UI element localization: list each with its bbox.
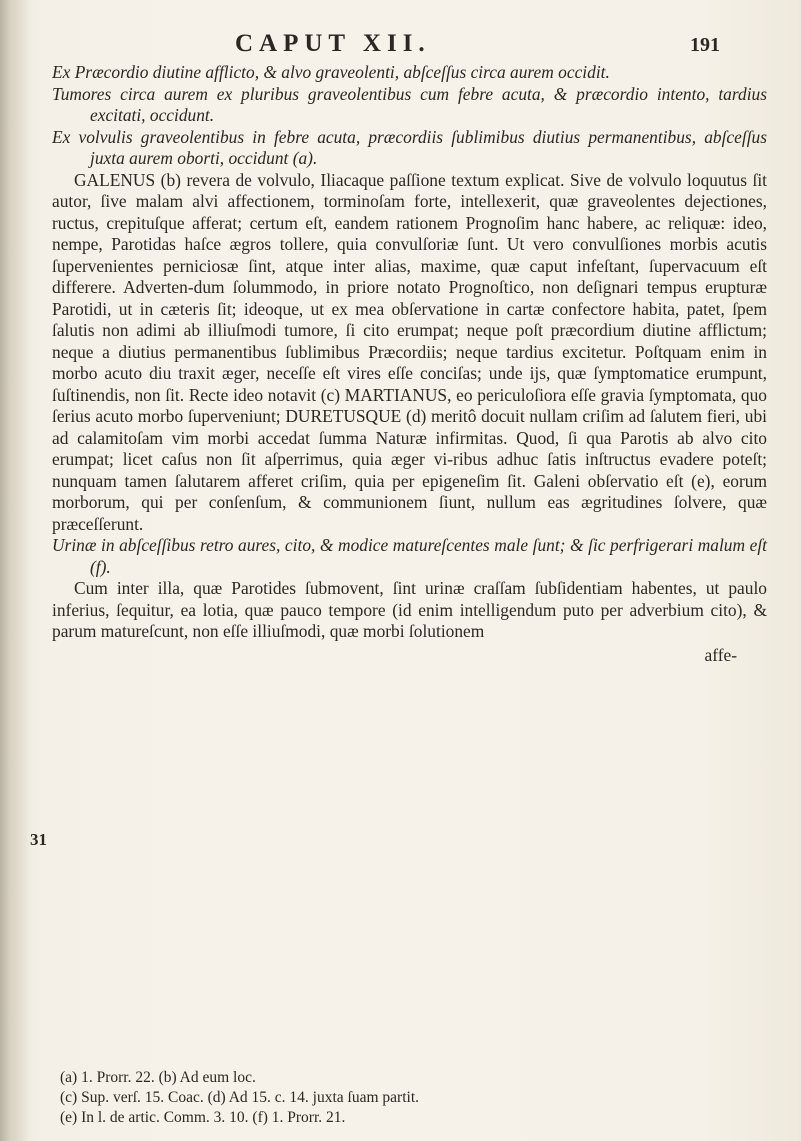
footnote-line: (a) 1. Prorr. 22. (b) Ad eum loc. <box>60 1069 256 1086</box>
page-gutter-shadow <box>0 0 30 1141</box>
footnote-line: (c) Sup. verſ. 15. Coac. (d) Ad 15. c. 14. juxta ſuam partit. <box>60 1089 420 1106</box>
commentary-galenus: GALENUS (b) revera de volvulo, Iliacaque paſſione textum explicat. Sive de volvulo loquutus ſit autor, ſive malam alvi affectionem, torminoſam forte, intellexerit, quæ graveolentes dejectiones, ructus, crepituſque afferat; certum eſt, eandem rationem Prognoſim hanc habere, ac reliquæ: ideo, nempe, Parotidas haſce ægros tollere, quia convulſoriæ ſunt. Ut vero convulſiones morbis acutis ſupervenientes perniciosæ ſint, atque inter alias, maxime, quæ caput infeſtant, ſupervacuum eſt differere. Adverten-dum ſolummodo, in priore notato Prognoſtico, non deſignari tempus erupturæ Parotidi, ut in cæteris ſit; ideoque, ut ex mea obſervatione in cartæ confectore habita, patet, ſpem ſalutis non adimi ab illiuſmodi tumore, ſi cito erumpat; neque poſt præcordium diutine afflictum; neque a diutius permanentibus ſublimibus Præcordiis; neque tardius excitetur. Poſtquam enim in morbo acuto diu traxit æger, neceſſe eſt vires eſſe conciſas; unde ijs, quæ ſymptomatice erumpunt, ſuſtinendis, non ſit. Recte ideo notavit (c) MARTIANUS, eo periculoſiora eſſe gravia ſymptomata, quo ſerius acuto morbo ſuperveniunt; DURETUSQUE (d) meritô docuit nullam criſim ad ſalutem fieri, ubi ad calamitoſam vim morbi accedat ſumma Naturæ infirmitas. Quod, ſi qua Parotis ab alvo cito erumpat; licet caſus non ſit aſperrimus, quia æger vi-ribus adhuc ſatis inſtructus evadere poteſt; nunquam tamen ſalutarem afferet criſim, quia per epigeneſim ſit. Galeni obſervatio eſt (e), eorum morborum, qui per conſenſum, & communionem ſiunt, nullum eas ægritudines ſolvere, quæ præceſſerunt. <box>52 169 767 534</box>
page-header <box>180 30 720 62</box>
aphorism-4: Urinæ in abſceſſibus retro aures, cito, & modice matureſcentes male ſunt; & ſic perfrigerari malum eſt (f). <box>52 535 767 577</box>
page-number: 191 <box>690 34 720 56</box>
aphorism-1: Ex Præcordio diutine afflicto, & alvo graveolenti, abſceſſus circa aurem occidit. <box>52 62 610 82</box>
footnotes <box>60 1068 760 1128</box>
running-title: CAPUT XII. <box>235 30 431 57</box>
margin-number: 31 <box>30 830 47 849</box>
catchword: affe- <box>704 644 737 665</box>
footnote-line: (e) In l. de artic. Comm. 3. 10. (f) 1. Prorr. 21. <box>60 1109 346 1126</box>
main-text <box>52 62 767 666</box>
aphorism-3: Ex volvulis graveolentibus in febre acuta, præcordiis ſublimibus diutius permanentibus, abſceſſus juxta aurem oborti, occidunt (a). <box>52 126 767 168</box>
aphorism-2: Tumores circa aurem ex pluribus graveolentibus cum febre acuta, & præcordio intento, tardius excitati, occidunt. <box>52 83 767 125</box>
commentary-urine: Cum inter illa, quæ Parotides ſubmovent, ſint urinæ craſſam ſubſidentiam habentes, ut paulo inferius, ſequitur, ea lotia, quæ pauco tempore (id enim intelligendum puto per adverbium cito), & parum matureſcunt, non eſſe illiuſmodi, quæ morbi ſolutionem <box>52 578 767 641</box>
